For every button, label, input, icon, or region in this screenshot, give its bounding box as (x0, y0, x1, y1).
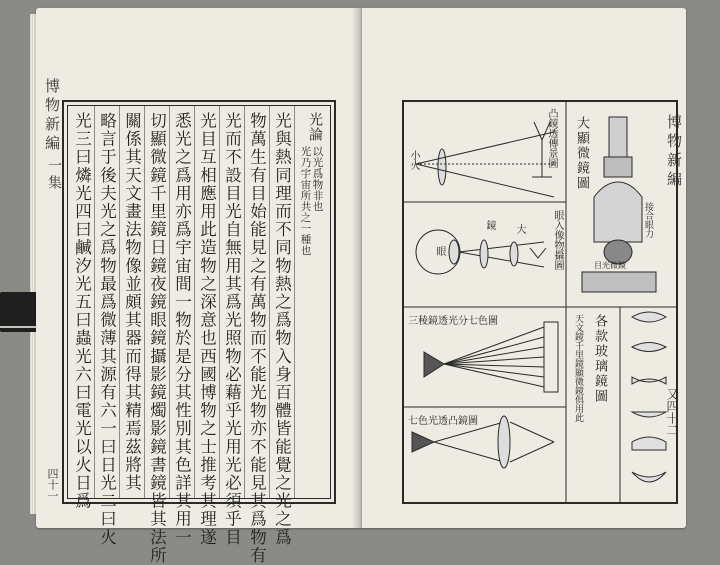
right-side-title: 博物新編 (665, 114, 683, 190)
chapter-title: 光論 (307, 112, 323, 142)
text-column-1: 光與熱同理而不同物熱之爲物入身百體皆能覺之光之爲 (272, 112, 292, 547)
fig3-title: 三稜鏡透光分七色圖 (408, 316, 498, 327)
microscope-label-a: 接合眼力 (643, 202, 653, 238)
fig2-title: 眼入像物攝圖 (552, 210, 563, 270)
text-column-5: 悉光之爲用亦爲宇宙間一物於是分其性別其色詳其用一 (172, 112, 192, 547)
open-book (30, 8, 690, 565)
fig2-label-a: 鏡 (484, 220, 495, 230)
lens-title: 各款玻璃鏡圖 (592, 314, 607, 404)
text-frame-inner (67, 105, 331, 565)
fig2-label-b: 大 (514, 224, 525, 234)
left-side-volume: 一集 (46, 158, 62, 192)
fig1-label: 小火 (408, 150, 419, 170)
chapter-note: 以光爲物非也 (311, 146, 324, 212)
text-column-7: 關係其天文畫法物像並頗其器而得其精焉茲將其 (122, 112, 142, 493)
fig4-title: 七色光透凸鏡圖 (408, 416, 478, 427)
fig2-label-eye: 眼 (434, 246, 445, 256)
lens-note: 天文鏡千里鏡顯微鏡俱用此 (573, 314, 583, 422)
text-frame (62, 100, 336, 565)
fig1-title: 凸鏡透傳景圖 (546, 108, 557, 168)
text-column-8: 略言于後夫光之爲物最爲微薄其源有六一曰日光二曰火 (97, 112, 117, 547)
text-column-6: 切顯微鏡千里鏡日鏡夜鏡眼鏡攝影鏡燭影鏡書鏡皆其法所 (147, 112, 167, 565)
text-column-4: 光目互相應用此造物之深意也西國博物之士推考其理遂 (197, 112, 217, 547)
text-column-3: 光而不設目光自無用其爲光照物必藉乎光用光必須乎目 (222, 112, 242, 547)
right-page (362, 8, 686, 528)
microscope-title: 大顯微鏡圖 (574, 116, 589, 191)
text-column-9: 光三曰燐光四曰鹹汐光五曰蟲光六曰電光以火日爲 (72, 112, 92, 511)
left-folio: 四十一 (46, 468, 59, 501)
chapter-note-2: 光乃宇宙所共之一種也 (299, 146, 312, 256)
illustration-frame (402, 100, 678, 504)
text-column-2: 物萬生有目始能見之有萬物而不能光物亦不能見其爲物有 (247, 112, 267, 565)
left-side-title: 博物新編 (43, 78, 61, 154)
illustration-drawings (404, 102, 676, 502)
right-folio: 又四十二 (665, 388, 679, 436)
microscope-label-b: 目光微鏡 (594, 261, 626, 270)
left-page (36, 8, 362, 565)
